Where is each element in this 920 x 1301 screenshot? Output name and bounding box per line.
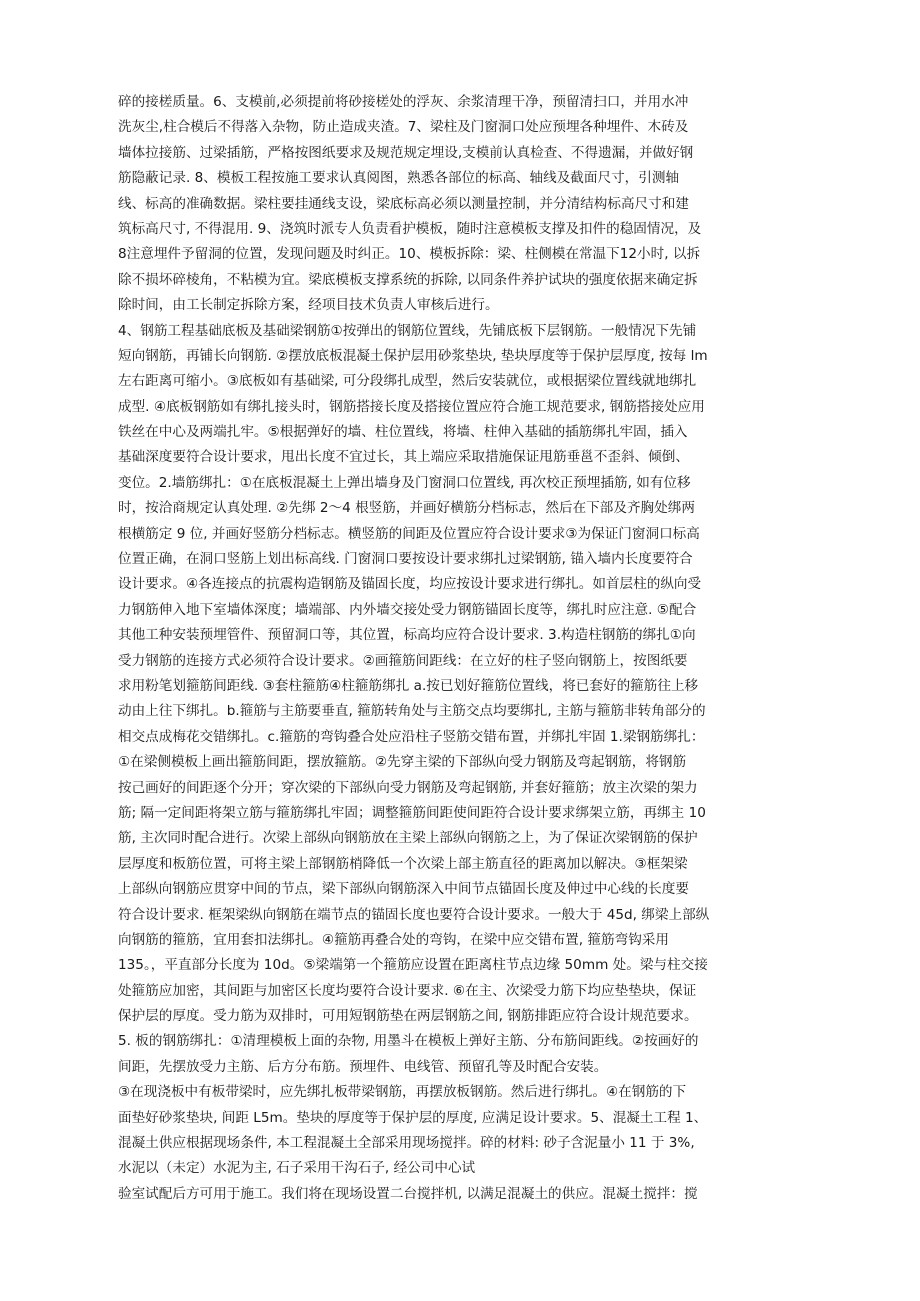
text-line: 墙体拉接筋、过梁插筋，严格按图纸要求及规范规定埋设,支模前认真检查、不得遗漏，并做好钢 bbox=[118, 144, 694, 161]
text-line: 面垫好砂浆垫块, 间距 L5m。垫块的厚度等于保护层的厚度, 应满足设计要求。5、混凝土工程 1、 bbox=[118, 1109, 708, 1126]
text-line: 处箍筋应加密，其间距与加密区长度均要符合设计要求. ⑥在主、次梁受力筋下均应垫垫块，保证 bbox=[118, 982, 697, 999]
document-body bbox=[118, 90, 798, 1207]
text-line: 筋; 隔一定间距将架立筋与箍筋绑扎牢固；调整箍筋间距使间距符合设计要求绑架立筋，再绑主 10 bbox=[118, 804, 706, 821]
text-line: 左右距离可缩小。③底板如有基础梁, 可分段绑扎成型，然后安装就位，或根据梁位置线就地绑扎 bbox=[118, 373, 697, 390]
text-line: 除不损坏碎棱角，不粘模为宜。梁底模板支撑系统的拆除, 以同条件养护试块的强度依据来确定拆 bbox=[118, 271, 698, 288]
text-line: 碎的接槎质量。6、支模前,必须提前将砂接槎处的浮灰、余浆清理干净，预留清扫口，并用水冲 bbox=[118, 94, 689, 110]
text-line: 按己画好的间距逐个分开；穿次梁的下部纵向受力钢筋及弯起钢筋, 并套好箍筋；放主次梁的架力 bbox=[118, 779, 698, 796]
text-line: 求用粉笔划箍筋间距线. ③套柱箍筋④柱箍筋绑扎 a.按已划好箍筋位置线，将已套好的箍筋往上移 bbox=[118, 677, 699, 694]
text-line: 位置正确，在洞口竖筋上划出标高线. 门窗洞口要按设计要求绑扎过梁钢筋, 锚入墙内长度要符合 bbox=[118, 551, 693, 568]
text-line: 符合设计要求. 框架梁纵向钢筋在端节点的锚固长度也要符合设计要求。一般大于 45d, 绑梁上部纵 bbox=[118, 906, 710, 923]
text-line: ③在现浇板中有板带梁时，应先绑扎板带梁钢筋，再摆放板钢筋。然后进行绑扎。④在钢筋的下 bbox=[118, 1084, 687, 1101]
text-line: 上部纵向钢筋应贯穿中间的节点，梁下部纵向钢筋深入中间节点锚固长度及伸过中心线的长度要 bbox=[118, 881, 689, 898]
text-line: 水泥以（未定）水泥为主, 石子采用干沟石子, 经公司中心试 bbox=[118, 1160, 476, 1177]
text-line: 洗灰尘,柱合模后不得落入杂物，防止造成夹渣。7、梁柱及门窗洞口处应预埋各种埋件、木砖及 bbox=[118, 119, 689, 136]
text-line: 根横筋定 9 位, 并画好竖筋分档标志。横竖筋的间距及位置应符合设计要求③为保证门窗洞口标高 bbox=[118, 525, 700, 542]
text-line: 其他工种安装预埋管件、预留洞口等，其位置，标高均应符合设计要求. 3.构造柱钢筋的绑扎①向 bbox=[118, 627, 696, 644]
text-line: 受力钢筋的连接方式必须符合设计要求。②画箍筋间距线：在立好的柱子竖向钢筋上，按图纸要 bbox=[118, 652, 688, 669]
text-line: 135。，平直部分长度为 10d。⑤梁端第一个箍筋应设置在距离柱节点边缘 50mm 处。梁与柱交接 bbox=[118, 957, 708, 974]
text-line: 验室试配后方可用于施工。我们将在现场设置二台搅拌机, 以满足混凝土的供应。混凝土搅拌：搅 bbox=[118, 1185, 698, 1202]
text-line: 5. 板的钢筋绑扎：①清理模板上面的杂物, 用墨斗在模板上弹好主筋、分布筋间距线。②按画好的 bbox=[118, 1033, 699, 1050]
text-line: 相交点成梅花交错绑扎。c.箍筋的弯钩叠合处应沿柱子竖筋交错布置，并绑扎牢固 1.梁钢筋绑扎： bbox=[118, 728, 705, 745]
text-line: 筋, 主次同时配合进行。次梁上部纵向钢筋放在主梁上部纵向钢筋之上，为了保证次梁钢筋的保护 bbox=[118, 830, 698, 847]
text-line: 短向钢筋，再铺长向钢筋. ②摆放底板混凝土保护层用砂浆垫块, 垫块厚度等于保护层厚度, 按每 lm bbox=[118, 347, 708, 364]
text-line: 4、钢筋工程基础底板及基础梁钢筋①按弹出的钢筋位置线，先铺底板下层钢筋。一般情况下先铺 bbox=[118, 322, 697, 339]
text-line: 力钢筋伸入地下室墙体深度；墙端部、内外墙交接处受力钢筋锚固长度等，绑扎时应注意. ⑤配合 bbox=[118, 601, 697, 618]
text-line: 层厚度和板筋位置，可将主梁上部钢筋梢降低一个次梁上部主筋直径的距离加以解决。③框架梁 bbox=[118, 855, 688, 872]
text-line: 成型. ④底板钢筋如有绑扎接头时，钢筋搭接长度及搭接位置应符合施工规范要求, 钢筋搭接处应用 bbox=[118, 398, 705, 415]
text-line: 动由上往下绑扎。b.箍筋与主筋要垂直, 箍筋转角处与主筋交点均要绑扎, 主筋与箍筋非转角部分的 bbox=[118, 703, 706, 720]
text-line: ①在梁侧模板上画出箍筋间距，摆放箍筋。②先穿主梁的下部纵向受力钢筋及弯起钢筋，将钢筋 bbox=[118, 754, 687, 771]
text-line: 铁丝在中心及两端扎牢。⑤根据弹好的墙、柱位置线，将墙、柱伸入基础的插筋绑扎牢固，插入 bbox=[118, 424, 688, 441]
text-line: 线、标高的准确数据。梁柱要挂通线支设，梁底标高必须以测量控制，并分清结构标高尺寸和建 bbox=[118, 195, 689, 212]
text-line: 混凝土供应根据现场条件, 本工程混凝土全部采用现场搅拌。碎的材料: 砂子含泥量小 11 于 3%, bbox=[118, 1135, 695, 1152]
text-line: 基础深度要符合设计要求，甩出长度不宜过长，其上端应采取措施保证甩筋垂邕不歪斜、倾倒、 bbox=[118, 449, 689, 466]
text-line: 8注意埋件予留洞的位置，发现问题及时纠正。10、模板拆除：梁、柱侧模在常温下12小时, 以拆 bbox=[118, 246, 701, 263]
text-line: 除时间，由工长制定拆除方案，经项目技术负责人审核后进行。 bbox=[118, 297, 499, 314]
text-line: 向钢筋的箍筋，宜用套扣法绑扎。④箍筋再叠合处的弯钩，在梁中应交错布置, 箍筋弯钩采用 bbox=[118, 931, 669, 948]
text-line: 时，按洽商规定认真处理. ②先绑 2～4 根竖筋，并画好横筋分档标志，然后在下部及齐胸处绑两 bbox=[118, 500, 695, 517]
text-line: 间距，先摆放受力主筋、后方分布筋。预埋件、电线管、预留孔等及时配合安装。 bbox=[118, 1058, 608, 1075]
text-line: 筋隐蔽记录. 8、模板工程按施工要求认真阅图，熟悉各部位的标高、轴线及截面尺寸，引测轴 bbox=[118, 170, 680, 187]
text-line: 保护层的厚度。受力筋为双排时，可用短钢筋垫在两层钢筋之间, 钢筋排距应符合设计规范要求。 bbox=[118, 1008, 698, 1025]
text-line: 变位。2.墙筋绑扎：①在底板混凝土上弹出墙身及门窗洞口位置线, 再次校正预埋插筋, 如有位移 bbox=[118, 474, 691, 491]
text-line: 筑标高尺寸, 不得混用. 9、浇筑时派专人负责看护模板，随时注意模板支撑及扣件的稳固情况，及 bbox=[118, 220, 702, 237]
text-line: 设计要求。④各连接点的抗震构造钢筋及锚固长度，均应按设计要求进行绑扎。如首层柱的纵向受 bbox=[118, 576, 702, 593]
